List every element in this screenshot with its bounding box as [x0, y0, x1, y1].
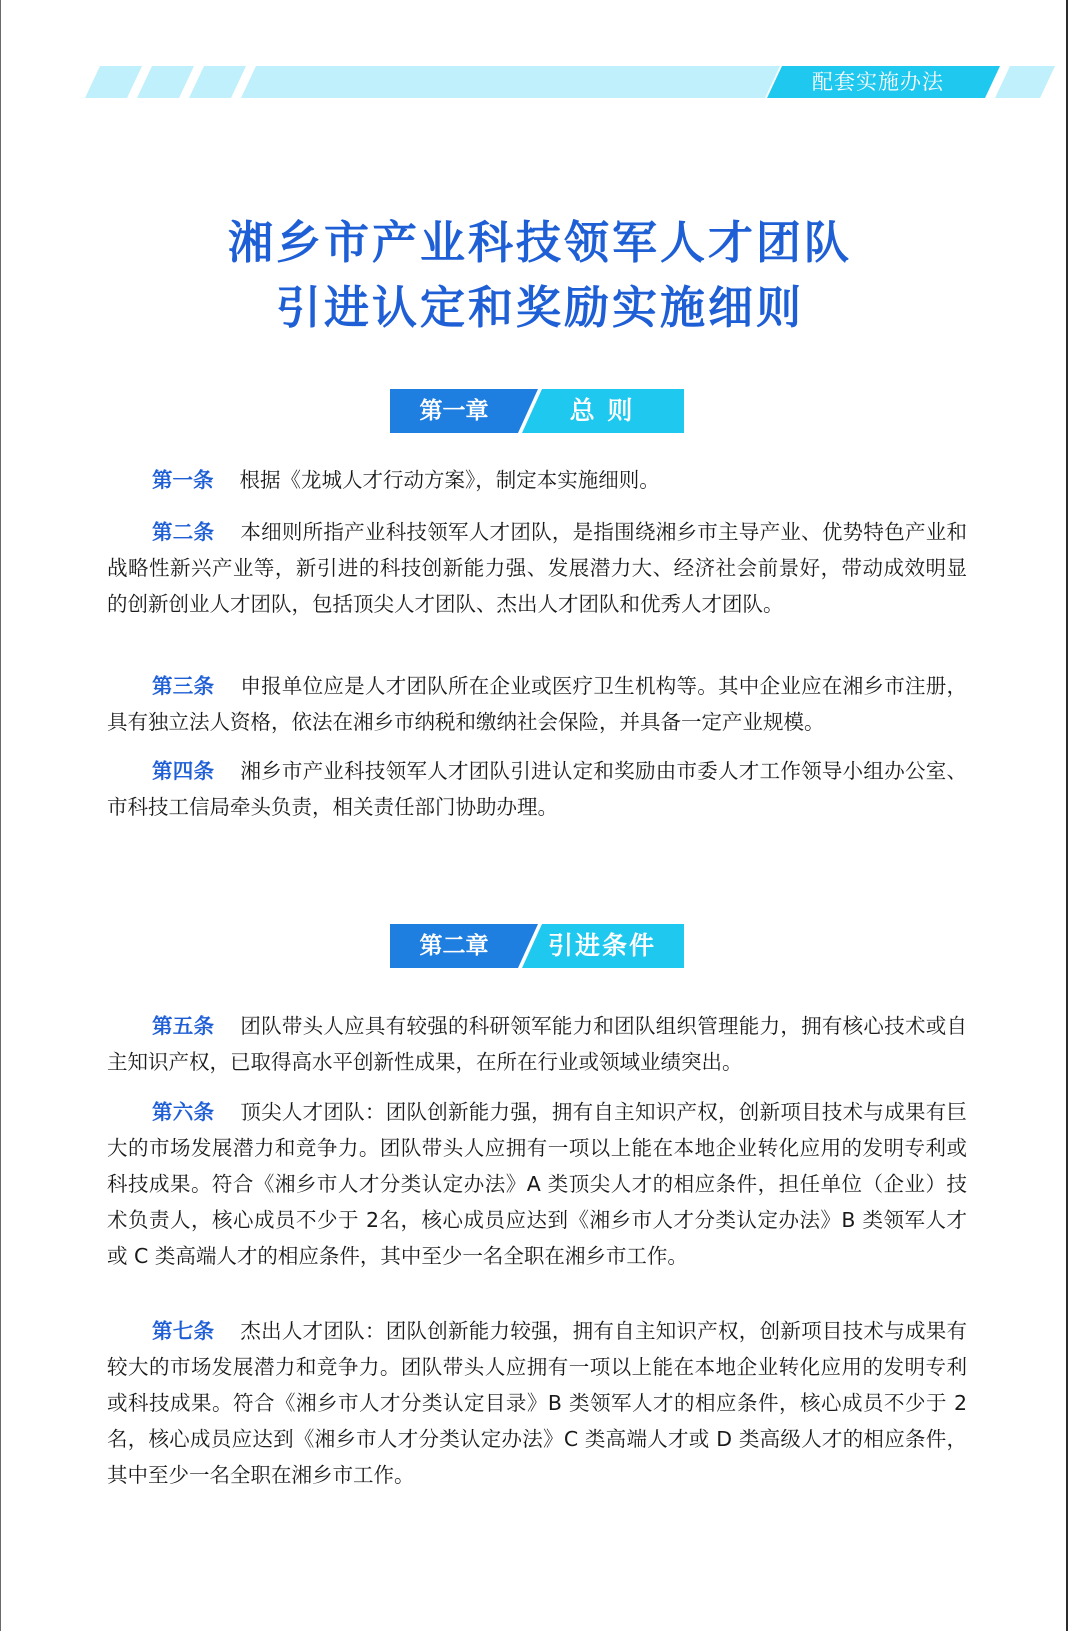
- document-title-line-1: 湘乡市产业科技领军人才团队: [227, 216, 852, 269]
- chapter-badge-2: [390, 924, 684, 968]
- article-label: 第五条: [152, 1014, 215, 1038]
- document-title-line-2: 引进认定和奖励实施细则: [275, 281, 804, 334]
- article-text: 顶尖人才团队：团队创新能力强，拥有自主知识产权，创新项目技术与成果有巨大的市场发展潜力和竞争力。团队带头人应拥有一项以上能在本地企业转化应用的发明专利或科技成果。符合《湘乡市人才分类认定办法》A 类顶尖人才的相应条件，担任单位（企业）技术负责人，核心成员不少于 2名，核心成员应达到《湘乡市人才分类认定办法》B 类领军人才或 C 类高端人才的相应条件，其中至少一名全职在湘乡市工作。: [107, 1100, 967, 1268]
- article-1: [107, 462, 967, 498]
- chapter-number: 第二章: [419, 933, 489, 959]
- article-text: 团队带头人应具有较强的科研领军能力和团队组织管理能力，拥有核心技术或自主知识产权，已取得高水平创新性成果，在所在行业或领域业绩突出。: [107, 1014, 967, 1074]
- section-label: 配套实施办法: [812, 70, 944, 94]
- chapter-name: 总 则: [569, 396, 635, 425]
- chapter-name: 引进条件: [547, 931, 656, 960]
- chapter-badge-1: [390, 389, 684, 433]
- article-text: 杰出人才团队：团队创新能力较强，拥有自主知识产权，创新项目技术与成果有较大的市场发展潜力和竞争力。团队带头人应拥有一项以上能在本地企业转化应用的发明专利或科技成果。符合《湘乡市人才分类认定目录》B 类领军人才的相应条件，核心成员不少于 2名，核心成员应达到《湘乡市人才分类认定办法》C 类高端人才或 D 类高级人才的相应条件，其中至少一名全职在湘乡市工作。: [107, 1319, 967, 1487]
- article-7: [107, 1313, 967, 1493]
- article-label: 第一条: [152, 468, 214, 492]
- article-label: 第七条: [152, 1319, 215, 1343]
- article-label: 第四条: [152, 759, 215, 783]
- article-label: 第二条: [152, 520, 215, 544]
- article-label: 第六条: [152, 1100, 215, 1124]
- article-text: 根据《龙城人才行动方案》，制定本实施细则。: [239, 468, 660, 492]
- article-text: 本细则所指产业科技领军人才团队，是指围绕湘乡市主导产业、优势特色产业和战略性新兴产业等，新引进的科技创新能力强、发展潜力大、经济社会前景好，带动成效明显的创新创业人才团队，包括顶尖人才团队、杰出人才团队和优秀人才团队。: [107, 520, 967, 616]
- article-6: [107, 1094, 967, 1274]
- article-label: 第三条: [152, 674, 215, 698]
- article-3: [107, 668, 967, 740]
- chapter-number: 第一章: [419, 398, 489, 424]
- article-5: [107, 1008, 967, 1080]
- article-2: [107, 514, 967, 622]
- article-4: [107, 753, 967, 825]
- article-text: 湘乡市产业科技领军人才团队引进认定和奖励由市委人才工作领导小组办公室、市科技工信局牵头负责，相关责任部门协助办理。: [107, 759, 967, 819]
- article-text: 申报单位应是人才团队所在企业或医疗卫生机构等。其中企业应在湘乡市注册，具有独立法人资格，依法在湘乡市纳税和缴纳社会保险，并具备一定产业规模。: [107, 674, 967, 734]
